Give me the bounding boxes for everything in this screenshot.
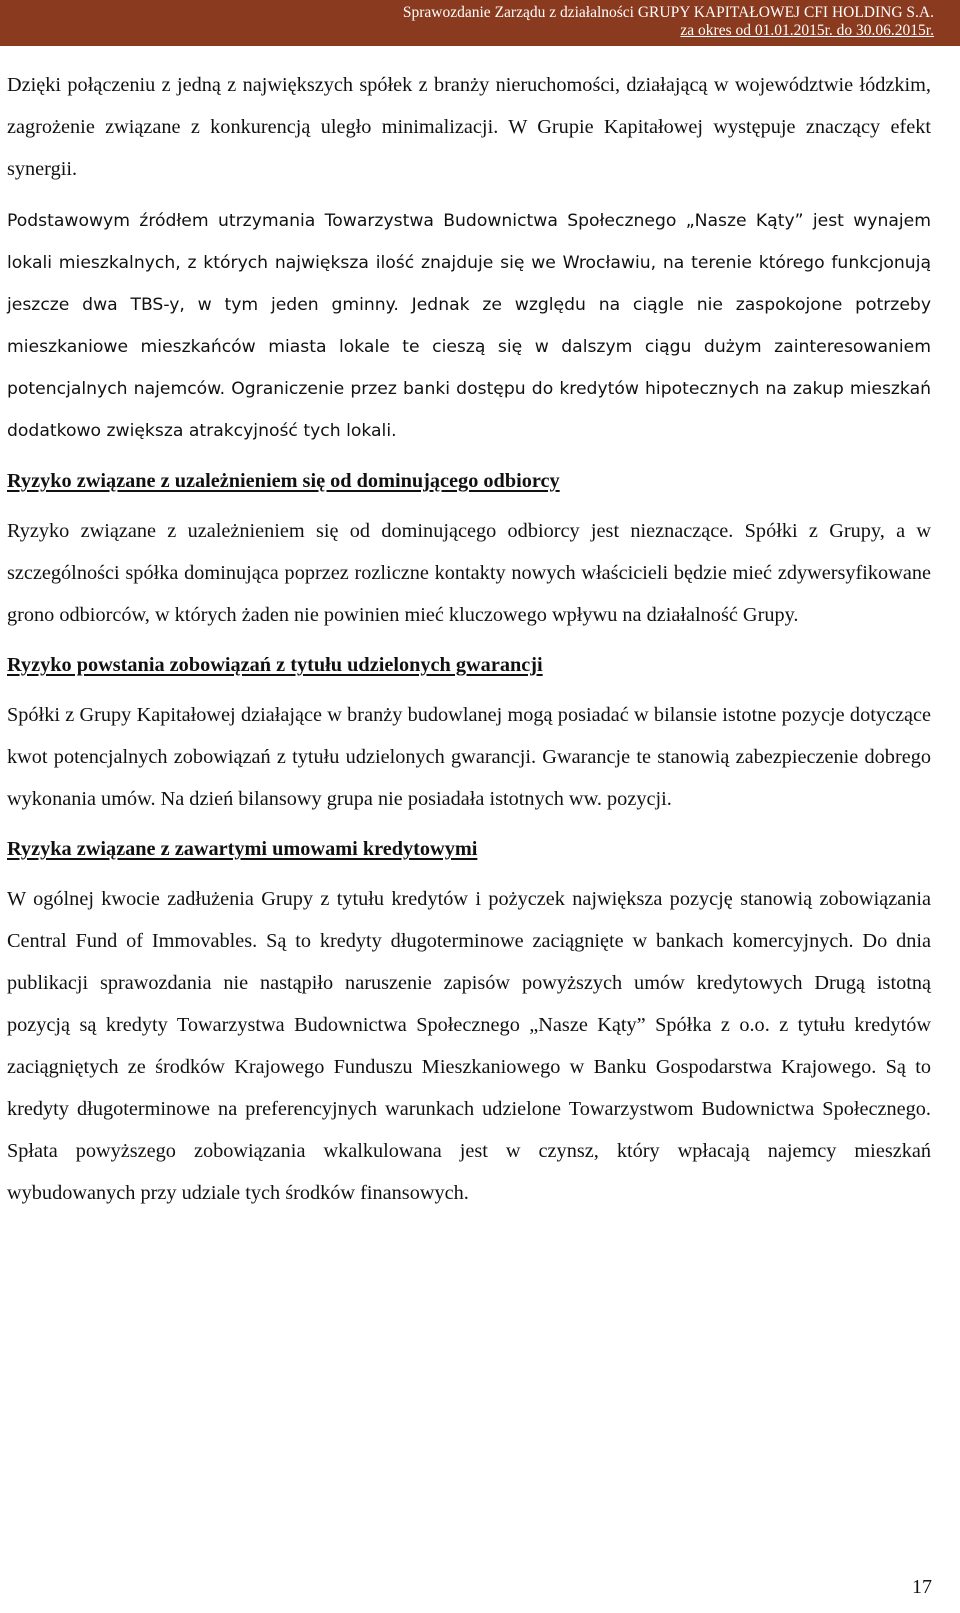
document-body (7, 64, 931, 1224)
header-period: za okres od 01.01.2015r. do 30.06.2015r. (680, 22, 934, 39)
page-number: 17 (912, 1576, 932, 1598)
paragraph-dominant-customer: Ryzyko związane z uzależnieniem się od dominującego odbiorcy jest nieznaczące. Spółki z Grupy, a w szczególności spółka dominująca poprzez rozliczne kontakty nowych właścicieli będzie mieć zdywersyfikowane grono odbiorców, w których żaden nie powinien mieć kluczowego wpływu na działalność Grupy. (7, 520, 931, 626)
paragraph-tbs: Podstawowym źródłem utrzymania Towarzystwa Budownictwa Społecznego „Nasze Kąty” jest wynajem lokali mieszkalnych, z których największa ilość znajduje się we Wrocławiu, na terenie którego funkcjonują jeszcze dwa TBS-y, w tym jeden gminny. Jednak ze względu na ciągle nie zaspokojone potrzeby mieszkaniowe mieszkańców miasta lokale te cieszą się w dalszym ciągu dużym zainteresowaniem potencjalnych najemców. Ograniczenie przez banki dostępu do kredytów hipotecznych na zakup mieszkań dodatkowo zwiększa atrakcyjność tych lokali. (7, 211, 931, 441)
paragraph-guarantees: Spółki z Grupy Kapitałowej działające w branży budowlanej mogą posiadać w bilansie istotne pozycje dotyczące kwot potencjalnych zobowiązań z tytułu udzielonych gwarancji. Gwarancje te stanowią zabezpieczenie dobrego wykonania umów. Na dzień bilansowy grupa nie posiadała istotnych ww. pozycji. (7, 704, 931, 810)
header-title: Sprawozdanie Zarządu z działalności GRUPY KAPITAŁOWEJ CFI HOLDING S.A. (402, 4, 934, 21)
heading-guarantee-risk: Ryzyko powstania zobowiązań z tytułu udzielonych gwarancji (7, 654, 543, 676)
report-header (0, 0, 960, 46)
heading-dominant-customer-risk: Ryzyko związane z uzależnieniem się od dominującego odbiorcy (7, 470, 560, 492)
paragraph-synergy: Dzięki połączeniu z jedną z największych spółek z branży nieruchomości, działającą w województwie łódzkim, zagrożenie związane z konkurencją uległo minimalizacji. W Grupie Kapitałowej występuje znaczący efekt synergii. (7, 74, 931, 180)
paragraph-credit-agreements: W ogólnej kwocie zadłużenia Grupy z tytułu kredytów i pożyczek największa pozycję stanowią zobowiązania Central Fund of Immovables. Są to kredyty długoterminowe zaciągnięte w bankach komercyjnych. Do dnia publikacji sprawozdania nie nastąpiło naruszenie zapisów powyższych umów kredytowych Drugą istotną pozycją są kredyty Towarzystwa Budownictwa Społecznego „Nasze Kąty” Spółka z o.o. z tytułu kredytów zaciągniętych ze środków Krajowego Funduszu Mieszkaniowego w Banku Gospodarstwa Krajowego. Są to kredyty długoterminowe na preferencyjnych warunkach udzielone Towarzystwom Budownictwa Społecznego. Spłata powyższego zobowiązania wkalkulowana jest w czynsz, który wpłacają najemcy mieszkań wybudowanych przy udziale tych środków finansowych. (7, 888, 931, 1204)
heading-credit-agreements-risk: Ryzyka związane z zawartymi umowami kredytowymi (7, 838, 478, 860)
